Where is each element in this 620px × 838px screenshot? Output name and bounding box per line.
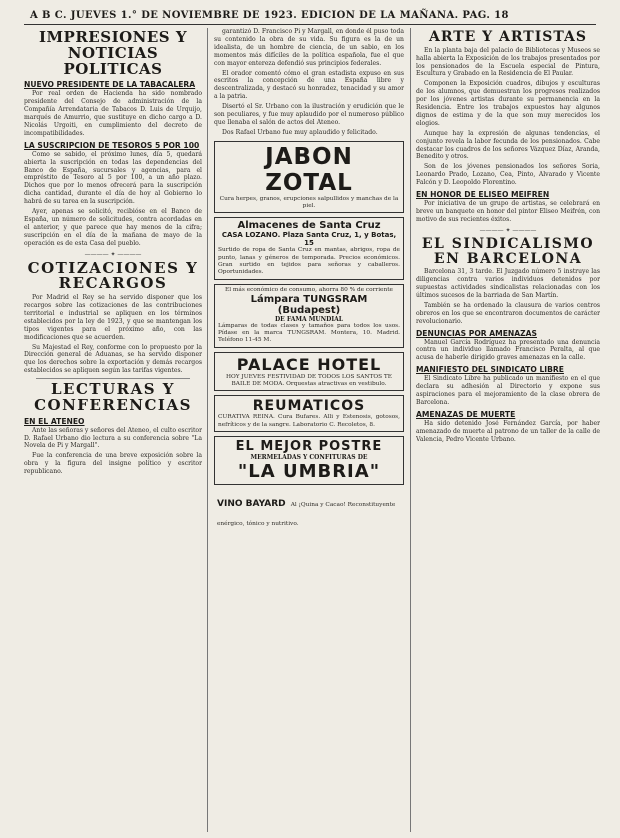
article-paragraph: Por real orden de Hacienda ha sido nombrado presidente del Consejo de administración de la Compañía Arrendataria de Tabacos D. Luis de Urquijo, marqués de Amurrio, que sustituye en dicho cargo a D. Nicolás Urgoiti, en cumplimiento del decreto de incompatibilidades. — [24, 90, 202, 137]
subhead-amenazas: AMENAZAS DE MUERTE — [416, 409, 516, 419]
article-paragraph: garantizó D. Francisco Pi y Margall, en donde él puso toda su contenido la obra de su vida. Su figura es la de un idealista, de un hombre de ciencia, de un sabio, en los momentos más difíciles de la política española, fue el que con mayor entereza defendió sus principios federales. — [214, 28, 404, 67]
ornament-divider: ———— ✦ ———— — [479, 226, 537, 234]
article-paragraph: Ha sido detenido José Fernández García, por haber amenazado de muerte al patrono de un taller de la calle de Valencia, Pedro Vicente Urbano. — [416, 419, 600, 443]
ad-subtitle: CASA LOZANO. Plaza Santa Cruz, 1, y Botas, 15 — [221, 231, 397, 248]
article-paragraph: Como se sabido, el próximo lunes, día 5, quedará abierta la suscripción en todas las dependencias del Banco de España, sucursales y agencias, para el empréstito de Tesoro al 5 por 100, a un año plazo. Dichos que por lo menos ofrecerá para la suscripción dicha cantidad, durante el día de hoy al Gobierno lo habrá de su tarea en la suscripción. — [24, 150, 202, 206]
article-paragraph: El orador comentó cómo el gran estadista expuso en sus escritos la concepción de una España libre y descentralizada, y destacó su honradez, tenacidad y su amor a la patria. — [214, 69, 404, 101]
ad-title: Lámpara TUNGSRAM (Budapest) — [250, 293, 368, 316]
headline-sindicalismo: EL SINDICALISMO EN BARCELONA — [421, 235, 595, 267]
article-paragraph: Ante las señoras y señores del Ateneo, el culto escritor D. Rafael Urbano dio lectura a su conferencia sobre "La Novela de Pi y Margall". — [24, 426, 202, 450]
article-paragraph: Barcelona 31, 3 tarde. El Juzgado número 5 instruye las diligencias contra varios individuos detenidos por supuestas actividades sindicalistas relacionadas con los últimos sucesos de la barriada de San Martín. — [416, 268, 600, 299]
article-paragraph: Dos Rafael Urbano fue muy aplaudido y felicitado. — [222, 128, 378, 136]
column-rule-1 — [207, 28, 208, 832]
ad-reumaticos — [214, 395, 404, 432]
article-paragraph: Por Madrid el Rey se ha servido disponer que los recargos sobre las cotizaciones de las contribuciones territorial e industrial se apliquen en los términos establecidos por la ley de 1923, y que se mantengan los tipos vigentes para el próximo año, con las modificaciones que se acuerden. — [24, 294, 202, 341]
ad-title: VINO BAYARD — [217, 498, 286, 509]
headline-lecturas: LECTURAS Y CONFERENCIAS — [34, 380, 192, 414]
ad-title: EL MEJOR POSTRE — [235, 438, 383, 454]
page-header — [24, 8, 596, 25]
article-paragraph: Manuel García Rodríguez ha presentado una denuncia contra un individuo llamado Francisco Peralta, al que acusa de haberle dirigido graves amenazas en la calle. — [416, 338, 600, 362]
ad-pretext: El más económico de consumo, ahorra 80 % de corriente — [225, 286, 393, 293]
header-text: A B C. JUEVES 1.° DE NOVIEMBRE DE 1923. EDICION DE LA MAÑANA. PAG. 18 — [30, 10, 509, 21]
article-paragraph: En la planta baja del palacio de Bibliotecas y Museos se halla abierta la Exposición de los trabajos presentados por los pensionados de la Escuela especial de Pintura, Escultura y Grabado en la Residencia de El Paular. — [416, 46, 600, 78]
ad-title: JABON ZOTAL — [265, 143, 353, 196]
article-paragraph: El Sindicato Libre ha publicado un manifiesto en el que declara su adhesión al Directorio y expone sus aspiraciones para el mejoramiento de la clase obrera de Barcelona. — [416, 375, 600, 406]
ad-tungsram — [214, 284, 404, 348]
article-paragraph: Son de los jóvenes pensionados los señores Soria, Leonardo Prado, Lozano, Cea, Pinto, Alvarado y Vicente Falcón y D. Leopoldo Florentino. — [416, 163, 600, 187]
ad-palace-hotel — [214, 352, 404, 392]
ad-text: Lámparas de todas clases y tamaños para todos los usos. Pídase en la marca TUNGSRAM. Montera, 10. Madrid. Teléfono 11-45 M. — [218, 322, 400, 344]
ad-jabon-zotal — [214, 141, 404, 214]
ad-subtitle: DE FAMA MUNDIAL — [274, 315, 344, 323]
subhead-ateneo: EN EL ATENEO — [24, 416, 85, 426]
article-paragraph: También se ha ordenado la clausura de varios centros obreros en los que se encontraron documentos de carácter revolucionario. — [416, 301, 600, 325]
ad-la-umbria — [214, 436, 404, 485]
subhead-meifren: EN HONOR DE ELISEO MEIFREN — [416, 190, 550, 200]
subhead-tabacalera: NUEVO PRESIDENTE DE LA TABACALERA — [24, 80, 196, 90]
ad-vino-bayard — [214, 489, 404, 531]
ad-title: Almacenes de Santa Cruz — [237, 220, 381, 232]
ad-brand: "LA UMBRIA" — [237, 460, 381, 482]
subhead-denuncias: DENUNCIAS POR AMENAZAS — [416, 328, 537, 338]
ad-text: CURATIVA REINA. Cura Bufares. Alli y Estenosis, gotosos, nefríticos y de la sangre. Laboratorio C. Recoletos, 8. — [218, 414, 400, 428]
column-3 — [416, 28, 600, 832]
headline-arte: ARTE Y ARTISTAS — [428, 29, 588, 45]
ornament-divider: ———— ✦ ———— — [84, 250, 142, 258]
article-paragraph: Componen la Exposición cuadros, dibujos y esculturas de los alumnos, que demuestran los progresos realizados por los jóvenes artistas durante su permanencia en la Residencia. Entre los trabajos expuestos hay algunos dignos de estima y de la que son muy merecidos los elogios. — [416, 80, 600, 127]
article-paragraph: Su Majestad el Rey, conforme con lo propuesto por la Dirección general de Aduanas, se ha servido disponer que los derechos sobre la exportación y demás recargos establecidos se apliquen según las tarifas vigentes. — [24, 343, 202, 375]
article-paragraph: Disertó el Sr. Urbano con la ilustración y erudición que le son peculiares, y fue muy aplaudido por el numeroso público que llenaba el salón de actos del Ateneo. — [214, 103, 404, 126]
ad-title: REUMATICOS — [252, 398, 366, 415]
ad-subtitle: MERMELADAS Y CONFITURAS DE — [250, 453, 368, 461]
article-paragraph: Aunque hay la expresión de algunas tendencias, el conjunto revela la labor fecunda de los pensionados. Cabe destacar los cuadros de los señores Vázquez Díaz, Aranda, Benedito y otros. — [416, 129, 600, 161]
ad-text: Surtido de ropa de Santa Cruz en mantas, abrigos, ropa de punto, lanas y géneros de temporada. Precios económicos. Gran surtido en tejidos para señoras y caballeros. Oportunidades. — [218, 247, 400, 276]
subhead-manifiesto: MANIFIESTO DEL SINDICATO LIBRE — [416, 365, 564, 375]
headline-impresiones: IMPRESIONES Y NOTICIAS POLITICAS — [38, 28, 188, 78]
divider — [36, 378, 190, 379]
ad-text: Cura herpes, granos, erupciones salpullidos y manchas de la piel. — [219, 195, 399, 210]
ad-text: HOY JUEVES FESTIVIDAD DE TODOS LOS SANTOS TE BAILE DE MODA. Orquestas atractivas en vestibulo. — [225, 373, 393, 388]
headline-cotizaciones: COTIZACIONES Y RECARGOS — [27, 258, 199, 293]
article-paragraph: Ayer, apenas se solicitó, recibióse en el Banco de España, un número de solicitudes, contra acordadas en el anterior, y que parece que hay menos de la cifra; suscripción en el día de la mañana de mayo de la operación es de esta Casa del pueblo. — [24, 208, 202, 247]
article-paragraph: Por iniciativa de un grupo de artistas, se celebrará en breve un banquete en honor del pintor Eliseo Meifrén, con motivo de sus recientes éxitos. — [416, 200, 600, 223]
article-paragraph: Fue la conferencia de una breve exposición sobre la obra y la figura del insigne político y escritor republicano. — [24, 452, 202, 476]
ad-text: Al ¡Quina y Cacao! Reconstituyente enérgico, tónico y nutritivo. — [217, 501, 396, 527]
subhead-tesoros: LA SUSCRIPCION DE TESOROS 5 POR 100 — [24, 140, 200, 150]
ad-title: PALACE HOTEL — [236, 354, 382, 374]
ad-almacenes-santa-cruz — [214, 217, 404, 279]
column-rule-2 — [410, 28, 411, 832]
column-1 — [24, 28, 202, 832]
column-2 — [214, 28, 404, 832]
